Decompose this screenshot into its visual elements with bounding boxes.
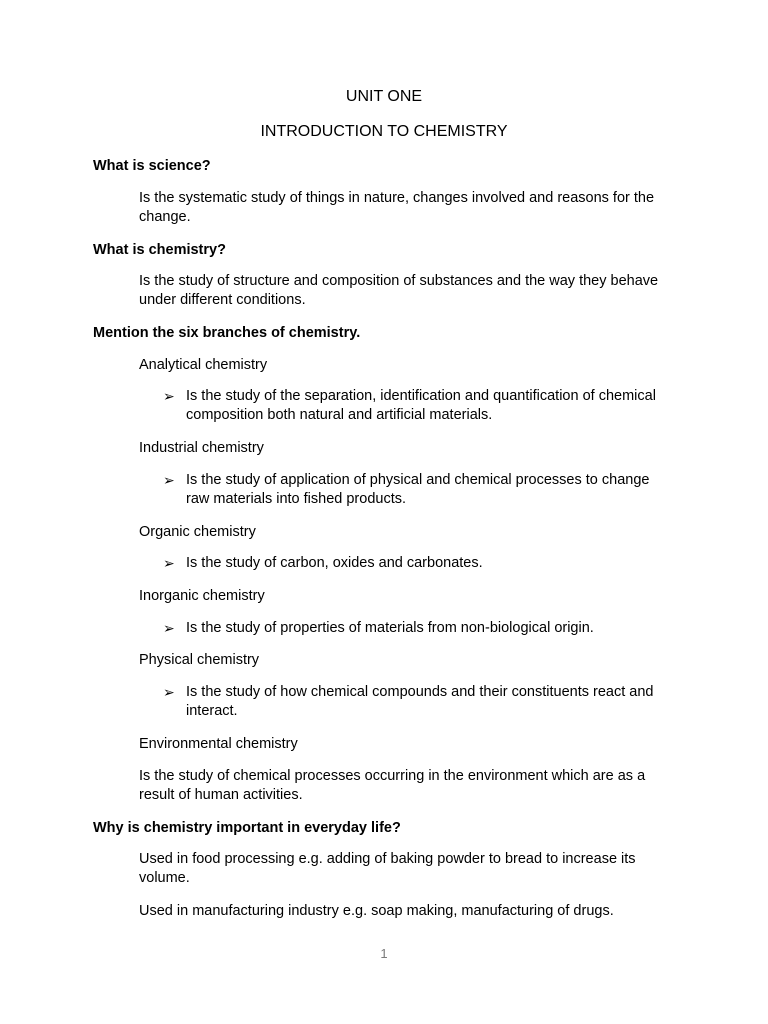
branch-name: Environmental chemistry (139, 736, 298, 752)
page-number: 1 (380, 946, 388, 961)
question-chemistry: What is chemistry? (93, 242, 226, 258)
arrow-bullet-icon: ➢ (163, 684, 175, 700)
branch-description: Is the study of application of physical and chemical processes to change raw materials into fished products. (186, 472, 650, 507)
arrow-bullet-icon: ➢ (163, 620, 175, 636)
page-title: INTRODUCTION TO CHEMISTRY (260, 123, 508, 140)
branch-description: Is the study of carbon, oxides and carbonates. (186, 555, 483, 571)
answer-chemistry: Is the study of structure and composition of substances and the way they behave under different conditions. (139, 273, 659, 308)
unit-heading: UNIT ONE (345, 88, 423, 105)
branch-description: Is the study of the separation, identification and quantification of chemical composition both natural and artificial materials. (186, 388, 656, 423)
branch-description: Is the study of how chemical compounds and their constituents react and interact. (186, 684, 654, 719)
branch-name: Physical chemistry (139, 652, 260, 668)
answer-importance: Used in food processing e.g. adding of baking powder to bread to increase its volume. (139, 851, 636, 886)
question-branches: Mention the six branches of chemistry. (93, 325, 361, 341)
branch-name: Inorganic chemistry (139, 588, 265, 604)
branch-description: Is the study of chemical processes occurring in the environment which are as a result of human activities. (139, 768, 646, 803)
arrow-bullet-icon: ➢ (163, 388, 175, 404)
answer-importance: Used in manufacturing industry e.g. soap making, manufacturing of drugs. (139, 903, 614, 919)
branch-description: Is the study of properties of materials from non-biological origin. (186, 620, 594, 636)
branch-name: Industrial chemistry (139, 440, 264, 456)
arrow-bullet-icon: ➢ (163, 555, 175, 571)
branch-name: Analytical chemistry (139, 357, 268, 373)
question-importance: Why is chemistry important in everyday life? (93, 820, 401, 836)
arrow-bullet-icon: ➢ (163, 472, 175, 488)
answer-science: Is the systematic study of things in nature, changes involved and reasons for the change. (139, 190, 655, 225)
question-science: What is science? (93, 158, 211, 174)
branch-name: Organic chemistry (139, 524, 256, 540)
